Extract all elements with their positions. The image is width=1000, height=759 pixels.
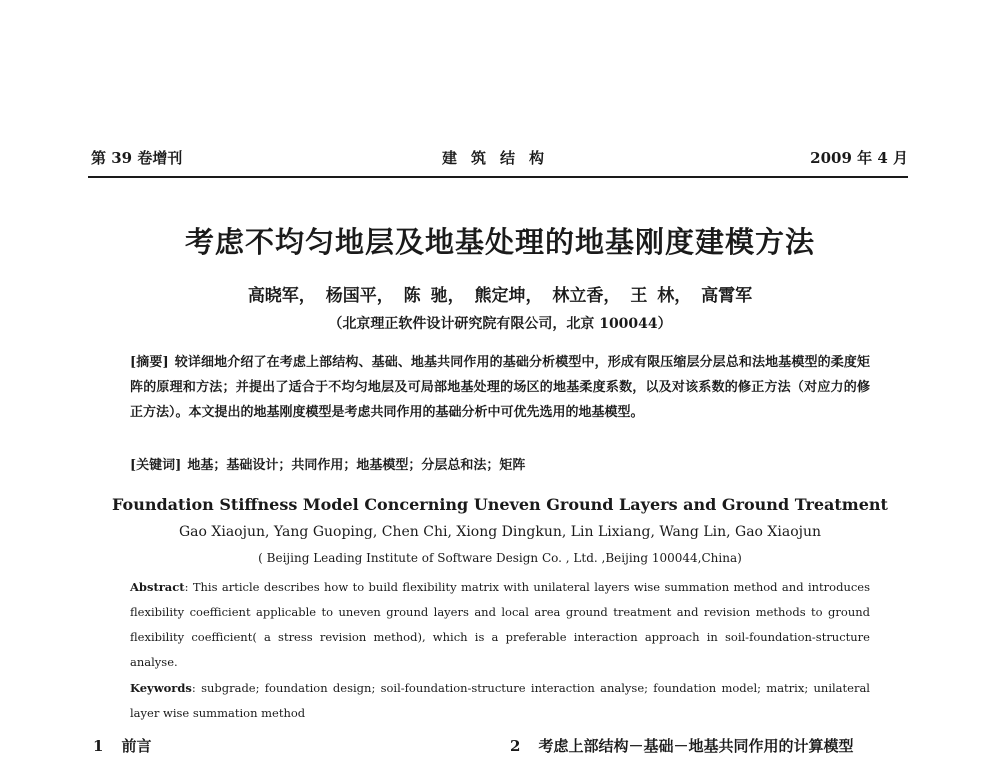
english-keywords xyxy=(130,676,870,726)
english-abstract xyxy=(130,575,870,675)
chinese-keywords-text: 地基；基础设计；共同作用；地基模型；分层总和法；矩阵 xyxy=(187,458,526,473)
section-number: 2 xyxy=(510,737,521,755)
author-affiliation: （北京理正软件设计研究院有限公司，北京 100044） xyxy=(328,316,672,332)
running-header-volume: 第 39 卷增刊 xyxy=(91,149,183,167)
chinese-abstract xyxy=(130,350,870,425)
section-heading-introduction xyxy=(93,735,151,756)
chinese-keywords xyxy=(130,454,870,473)
english-author-list: Gao Xiaojun, Yang Guoping, Chen Chi, Xiong Dingkun, Lin Lixiang, Wang Lin, Gao Xiaojun xyxy=(178,524,822,540)
english-abstract-label: Abstract xyxy=(130,580,185,594)
english-title: Foundation Stiffness Model Concerning Uneven Ground Layers and Ground Treatment xyxy=(112,495,888,514)
chinese-keywords-label: [关键词] xyxy=(130,458,182,473)
english-keywords-text: : subgrade; foundation design; soil-foundation-structure interaction analyse; foundation model; matrix; unilateral layer wise summation method xyxy=(130,681,870,720)
header-rule xyxy=(88,176,908,178)
section-number: 1 xyxy=(93,737,104,755)
section-title: 前言 xyxy=(121,737,152,755)
english-keywords-label: Keywords xyxy=(130,681,192,695)
author-list: 高晓军， 杨国平， 陈 驰， 熊定坤， 林立香， 王 林， 高霄军 xyxy=(247,286,753,306)
running-header-date: 2009 年 4 月 xyxy=(810,149,908,167)
chinese-abstract-label: [摘要] xyxy=(130,355,169,370)
running-header-journal: 建筑结构 xyxy=(441,149,558,167)
paper-title: 考虑不均匀地层及地基处理的地基刚度建模方法 xyxy=(184,225,815,259)
english-abstract-text: : This article describes how to build flexibility matrix with unilateral layers wise summation method and introduces flexibility coefficient applicable to uneven ground layers and local area ground treatment and revision methods to ground flexibility coefficient( a stress revision method), which is a preferable interaction approach in soil-foundation-structure analyse. xyxy=(130,580,870,669)
section-title: 考虑上部结构－基础－地基共同作用的计算模型 xyxy=(538,737,854,755)
chinese-abstract-text: 较详细地介绍了在考虑上部结构、基础、地基共同作用的基础分析模型中，形成有限压缩层分层总和法地基模型的柔度矩阵的原理和方法；并提出了适合于不均匀地层及可局部地基处理的场区的地基柔度系数，以及对该系数的修正方法（对应力的修正方法）。本文提出的地基刚度模型是考虑共同作用的基础分析中可优先选用的地基模型。 xyxy=(130,355,870,420)
english-affiliation: ( Beijing Leading Institute of Software Design Co. , Ltd. ,Beijing 100044,China) xyxy=(258,551,742,565)
section-heading-computation-model xyxy=(510,735,853,756)
